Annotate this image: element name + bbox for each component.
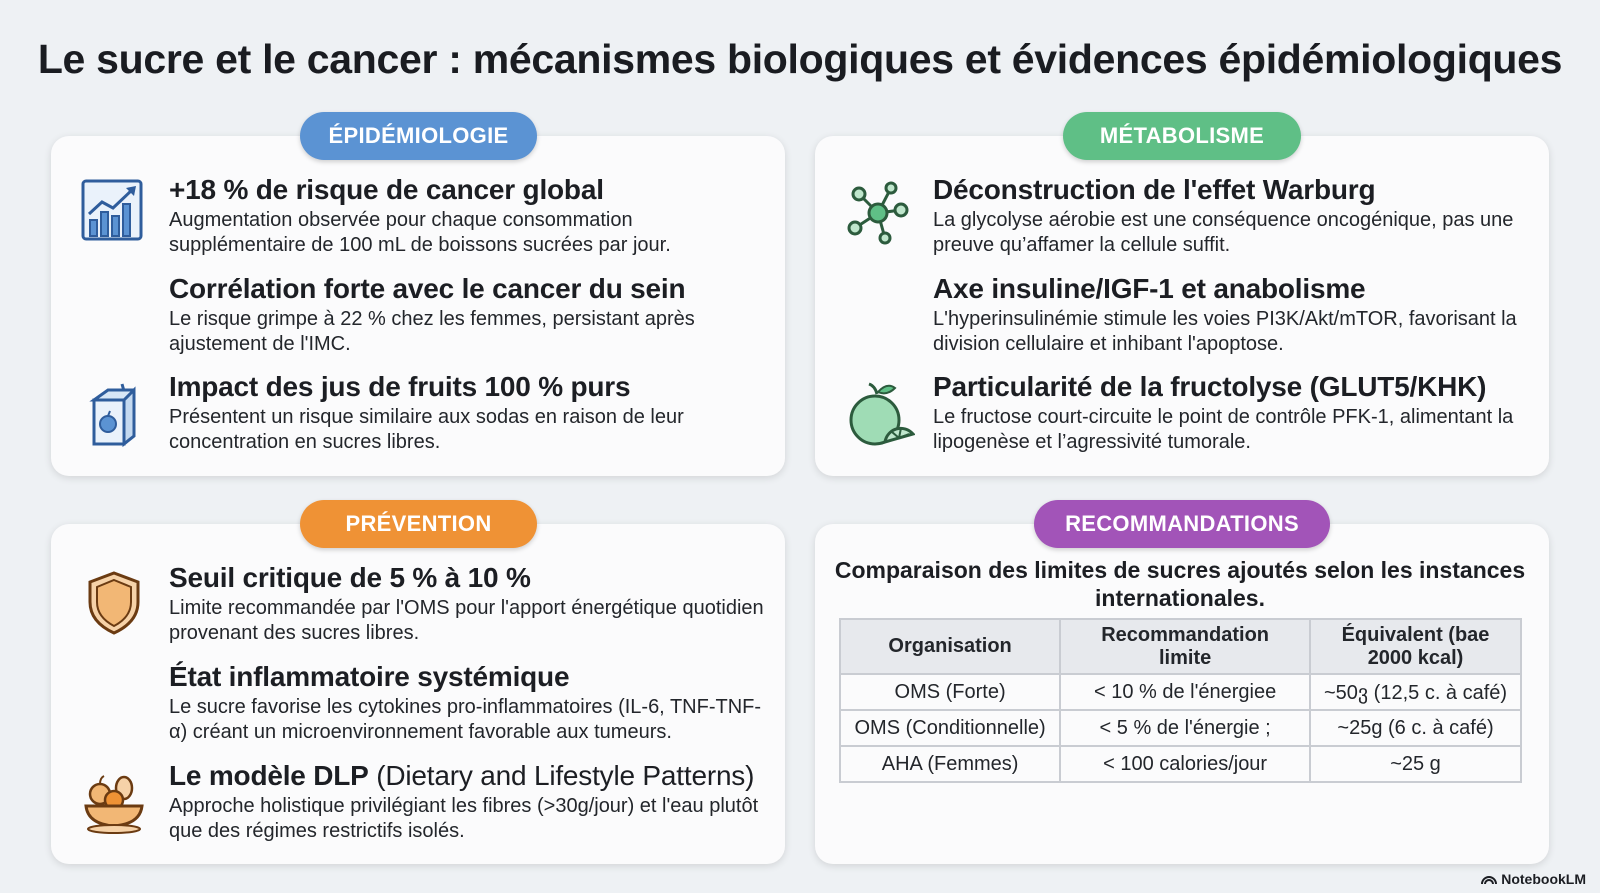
item-title: Axe insuline/IGF-1 et anabolisme [933,273,1366,304]
recommandations-table [839,618,1522,783]
table-row [840,710,1521,746]
table-row [840,746,1521,782]
epidemiologie-badge: ÉPIDÉMIOLOGIE [300,112,537,160]
item-text: Le sucre favorise les cytokines pro-inflammatoires (IL-6, TNF-TNF-α) créant un microenvironnement favorable aux tumeurs. [169,696,762,743]
item-text: Augmentation observée pour chaque consommation supplémentaire de 100 mL de boissons sucrées par jour. [169,209,671,256]
item-title: État inflammatoire systémique [169,661,570,692]
metabolisme-item-1 [933,173,1533,258]
table-cell: AHA (Femmes) [840,746,1060,782]
item-text: Limite recommandée par l'OMS pour l'apport énergétique quotidien provenant des sucres libres. [169,597,764,644]
item-title: Corrélation forte avec le cancer du sein [169,273,686,304]
item-title-light: (Dietary and Lifestyle Patterns) [368,760,755,791]
notebooklm-logo-icon [1481,873,1497,885]
table-cell: OMS (Conditionnelle) [840,710,1060,746]
shield-icon [86,570,142,636]
item-text: Le fructose court-circuite le point de contrôle PFK-1, alimentant la lipogenèse et l’agressivité tumorale. [933,406,1514,453]
item-title: Impact des jus de fruits 100 % purs [169,371,631,402]
brand-label: NotebookLM [1501,871,1586,887]
recommandations-badge: RECOMMANDATIONS [1034,500,1330,548]
epidemiologie-item-2 [169,272,769,357]
item-title [169,759,779,793]
table-cell: ~50ვ (12,5 c. à café) [1310,674,1521,710]
table-row [840,674,1521,710]
fruit-icon [845,382,915,452]
table-cell: OMS (Forte) [840,674,1060,710]
table-header: Recommandation limite [1060,619,1310,674]
item-title: +18 % de risque de cancer global [169,174,604,205]
table-header-row [840,619,1521,674]
prevention-item-2 [169,660,769,745]
molecule-icon [845,180,911,246]
item-text: Présentent un risque similaire aux sodas en raison de leur concentration en sucres libres. [169,406,684,453]
item-text: Approche holistique privilégiant les fibres (>30g/jour) et l'eau plutôt que des régimes restrictifs isolés. [169,795,759,842]
table-cell: ~25 g [1310,746,1521,782]
item-title: Seuil critique de 5 % à 10 % [169,562,531,593]
prevention-item-3 [169,759,779,844]
epidemiologie-item-3 [169,370,769,455]
metabolisme-item-3 [933,370,1543,455]
page-title: Le sucre et le cancer : mécanismes biologiques et évidences épidémiologiques [37,36,1563,82]
metabolisme-item-2 [933,272,1533,357]
food-bowl-icon [82,772,146,834]
table-cell: < 100 calories/jour [1060,746,1310,782]
metabolisme-badge: MÉTABOLISME [1063,112,1301,160]
table-cell: < 5 % de l'énergie ; [1060,710,1310,746]
item-text: La glycolyse aérobie est une conséquence oncogénique, pas une preuve qu’affamer la cellule suffit. [933,209,1514,256]
table-cell: ~25g (6 c. à café) [1310,710,1521,746]
item-title: Déconstruction de l'effet Warburg [933,174,1376,205]
growth-chart-icon [80,178,144,242]
table-cell: < 10 % de l'énergiee [1060,674,1310,710]
item-title-bold: Le modèle DLP [169,760,369,791]
item-text: Le risque grimpe à 22 % chez les femmes, persistant après ajustement de l'IMC. [169,308,695,355]
prevention-badge: PRÉVENTION [300,500,537,548]
epidemiologie-item-1 [169,173,769,258]
item-text: L'hyperinsulinémie stimule les voies PI3K/Akt/mTOR, favorisant la division cellulaire et inhibant l'apoptose. [933,308,1517,355]
item-title: Particularité de la fructolyse (GLUT5/KHK) [933,371,1487,402]
prevention-item-1 [169,561,769,646]
table-header: Équivalent (bae 2000 kcal) [1310,619,1521,674]
juice-carton-icon [88,382,140,448]
recommandations-heading: Comparaison des limites de sucres ajoutés selon les instances internationales. [834,557,1526,611]
notebooklm-brand [1481,871,1586,887]
table-header: Organisation [840,619,1060,674]
